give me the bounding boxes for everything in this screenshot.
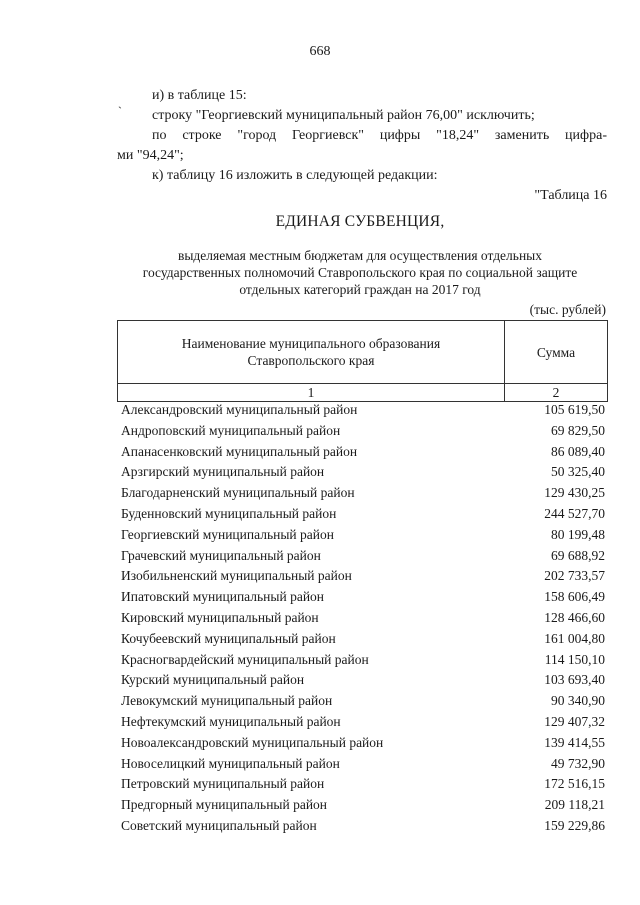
column-header-name-line: Ставропольского края (247, 353, 375, 368)
subvention-amount: 69 688,92 (551, 547, 605, 563)
municipality-name: Кочубеевский муниципальный район (121, 630, 336, 646)
intro-city-replace-cont: ми "94,24"; (117, 148, 184, 163)
table-row (0, 461, 640, 482)
table-row (0, 441, 640, 462)
intro-row-exclude: строку "Георгиевский муниципальный район 76,00" исключить; (152, 108, 535, 123)
column-header-name-line: Наименование муниципального образования (181, 336, 441, 351)
subvention-amount: 129 430,25 (544, 485, 605, 501)
table-row (0, 794, 640, 815)
subvention-amount: 105 619,50 (544, 402, 605, 417)
subvention-amount: 86 089,40 (551, 443, 605, 459)
intro-item-k: к) таблицу 16 изложить в следующей редакции: (152, 168, 438, 183)
subvention-amount: 129 407,32 (544, 713, 605, 729)
subvention-amount: 49 732,90 (551, 755, 605, 771)
table-label: "Таблица 16 (534, 188, 607, 203)
municipality-name: Красногвардейский муниципальный район (121, 651, 369, 667)
table-row (0, 649, 640, 670)
subtitle-line: государственных полномочий Ставропольского края по социальной защите (142, 265, 578, 280)
municipality-name: Советский муниципальный район (121, 817, 317, 833)
subvention-amount: 103 693,40 (544, 672, 605, 688)
table-row (0, 565, 640, 586)
table-row (0, 586, 640, 607)
table-row (0, 399, 640, 420)
table-row (0, 545, 640, 566)
table-row (0, 690, 640, 711)
column-number: 1 (118, 384, 505, 402)
municipality-name: Ипатовский муниципальный район (121, 589, 325, 605)
table-row (0, 482, 640, 503)
table-row (0, 773, 640, 794)
municipality-name: Александровский муниципальный район (121, 402, 358, 417)
subvention-amount: 69 829,50 (551, 422, 605, 438)
document-subtitle (110, 247, 610, 298)
subtitle-line: выделяемая местным бюджетам для осуществления отдельных (177, 248, 542, 263)
column-header-sum: Сумма (505, 321, 608, 384)
subvention-amount: 172 516,15 (544, 776, 605, 792)
units-label: (тыс. рублей) (529, 302, 606, 317)
table-row (0, 607, 640, 628)
subvention-amount: 202 733,57 (544, 568, 605, 584)
subvention-amount: 90 340,90 (551, 693, 605, 709)
table-row (0, 628, 640, 649)
page-number: 668 (309, 44, 331, 59)
column-number: 2 (505, 384, 608, 402)
table-row (0, 524, 640, 545)
table-row (0, 753, 640, 774)
subvention-amount: 128 466,60 (544, 609, 605, 625)
municipality-name: Арзгирский муниципальный район (121, 464, 325, 480)
subvention-amount: 209 118,21 (544, 797, 605, 813)
table-row (0, 420, 640, 441)
municipality-name: Андроповский муниципальный район (121, 422, 341, 438)
municipality-name: Нефтекумский муниципальный район (121, 713, 341, 729)
municipality-name: Новоалександровский муниципальный район (121, 734, 384, 750)
subtitle-line: отдельных категорий граждан на 2017 год (239, 282, 481, 297)
municipality-name: Новоселицкий муниципальный район (121, 755, 340, 771)
municipality-name: Изобильненский муниципальный район (121, 568, 352, 584)
municipality-name: Апанасенковский муниципальный район (121, 443, 358, 459)
table-header (117, 320, 608, 402)
municipality-name: Предгорный муниципальный район (121, 797, 328, 813)
stray-mark: ` (118, 104, 122, 118)
table-row (0, 503, 640, 524)
subvention-amount: 50 325,40 (551, 464, 605, 480)
table-body (0, 399, 640, 836)
subvention-amount: 114 150,10 (544, 651, 605, 667)
subvention-amount: 159 229,86 (544, 817, 605, 833)
table-row (0, 815, 640, 836)
municipality-name: Кировский муниципальный район (121, 609, 319, 625)
subvention-amount: 139 414,55 (544, 734, 605, 750)
intro-item-i: и) в таблице 15: (152, 88, 247, 103)
subvention-amount: 158 606,49 (544, 589, 605, 605)
intro-city-replace: по строке "город Георгиевск" цифры "18,24" заменить цифра- (152, 128, 607, 143)
document-title: ЕДИНАЯ СУБВЕНЦИЯ, (275, 213, 445, 230)
municipality-name: Георгиевский муниципальный район (121, 526, 334, 542)
column-header-name (118, 321, 505, 384)
subvention-amount: 244 527,70 (544, 505, 605, 521)
municipality-name: Левокумский муниципальный район (121, 693, 333, 709)
municipality-name: Благодарненский муниципальный район (121, 485, 355, 501)
municipality-name: Петровский муниципальный район (121, 776, 325, 792)
table-row (0, 732, 640, 753)
subvention-amount: 161 004,80 (544, 630, 605, 646)
municipality-name: Буденновский муниципальный район (121, 505, 337, 521)
table-row (0, 669, 640, 690)
table-row (0, 711, 640, 732)
municipality-name: Грачевский муниципальный район (121, 547, 321, 563)
subvention-amount: 80 199,48 (551, 526, 605, 542)
municipality-name: Курский муниципальный район (121, 672, 305, 688)
